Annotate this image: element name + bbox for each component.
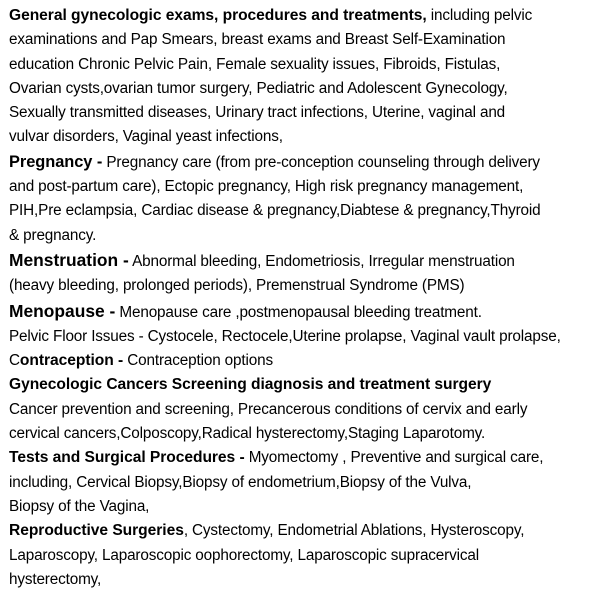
section-text: (heavy bleeding, prolonged periods), Premenstrual Syndrome (PMS)	[9, 277, 465, 295]
section-text: Myomectomy , Preventive and surgical care,	[244, 449, 544, 467]
section-text: , Cystectomy, Endometrial Ablations, Hysteroscopy,	[183, 522, 525, 540]
section-text: hysterectomy,	[9, 570, 102, 588]
section-text: including pelvic	[426, 7, 533, 24]
section-heading: Pregnancy -	[9, 152, 103, 171]
section-text: Pelvic Floor Issues - Cystocele, Rectocele,Uterine prolapse, Vaginal vault prolapse,	[9, 327, 561, 345]
section-text: Cancer prevention and screening, Precancerous conditions of cervix and early	[9, 400, 528, 418]
section-heading: Reproductive Surgeries	[9, 522, 184, 540]
section-text: PIH,Pre eclampsia, Cardiac disease & pregnancy,Diabtese & pregnancy,Thyroid	[9, 202, 541, 220]
section-heading: Gynecologic Cancers Screening diagnosis and treatment surgery	[9, 376, 492, 394]
section-heading: Tests and Surgical Procedures -	[9, 449, 245, 467]
section-reproductive-surgeries	[9, 519, 596, 592]
section-text: Ovarian cysts,ovarian tumor surgery, Pediatric and Adolescent Gynecology,	[9, 79, 508, 97]
section-prefix: C	[9, 352, 20, 370]
section-text: Biopsy of the Vagina,	[9, 497, 150, 515]
section-text: vulvar disorders, Vaginal yeast infections,	[9, 128, 283, 146]
section-gynecologic-cancers	[9, 373, 596, 446]
section-text: and post-partum care), Ectopic pregnancy, High risk pregnancy management,	[9, 178, 524, 196]
section-contraception	[9, 349, 596, 373]
section-text: Laparoscopy, Laparoscopic oophorectomy, Laparoscopic supracervical	[9, 546, 479, 564]
section-heading: Menstruation -	[9, 249, 129, 270]
section-heading: General gynecologic exams, procedures and treatments,	[9, 7, 427, 24]
section-pelvic-floor	[9, 325, 596, 349]
section-text: examinations and Pap Smears, breast exams and Breast Self-Examination	[9, 31, 506, 49]
section-text: & pregnancy.	[9, 226, 97, 244]
section-text: cervical cancers,Colposcopy,Radical hysterectomy,Staging Laparotomy.	[9, 425, 486, 443]
section-menstruation	[9, 248, 596, 299]
section-pregnancy	[9, 150, 596, 248]
section-text: Abnormal bleeding, Endometriosis, Irregular menstruation	[128, 252, 515, 270]
section-text: Pregnancy care (from pre-conception counseling through delivery	[102, 153, 540, 171]
section-text: Sexually transmitted diseases, Urinary tract infections, Uterine, vaginal and	[9, 104, 506, 122]
section-heading: ontraception -	[19, 352, 124, 370]
section-menopause	[9, 299, 596, 325]
section-tests-procedures	[9, 446, 596, 519]
section-text: Menopause care ,postmenopausal bleeding treatment.	[115, 303, 482, 321]
section-text: including, Cervical Biopsy,Biopsy of endometrium,Biopsy of the Vulva,	[9, 473, 472, 491]
section-text: education Chronic Pelvic Pain, Female sexuality issues, Fibroids, Fistulas,	[9, 55, 501, 73]
section-heading: Menopause -	[9, 300, 116, 321]
section-text: Contraception options	[123, 352, 273, 370]
section-general-gynecology	[9, 4, 596, 150]
